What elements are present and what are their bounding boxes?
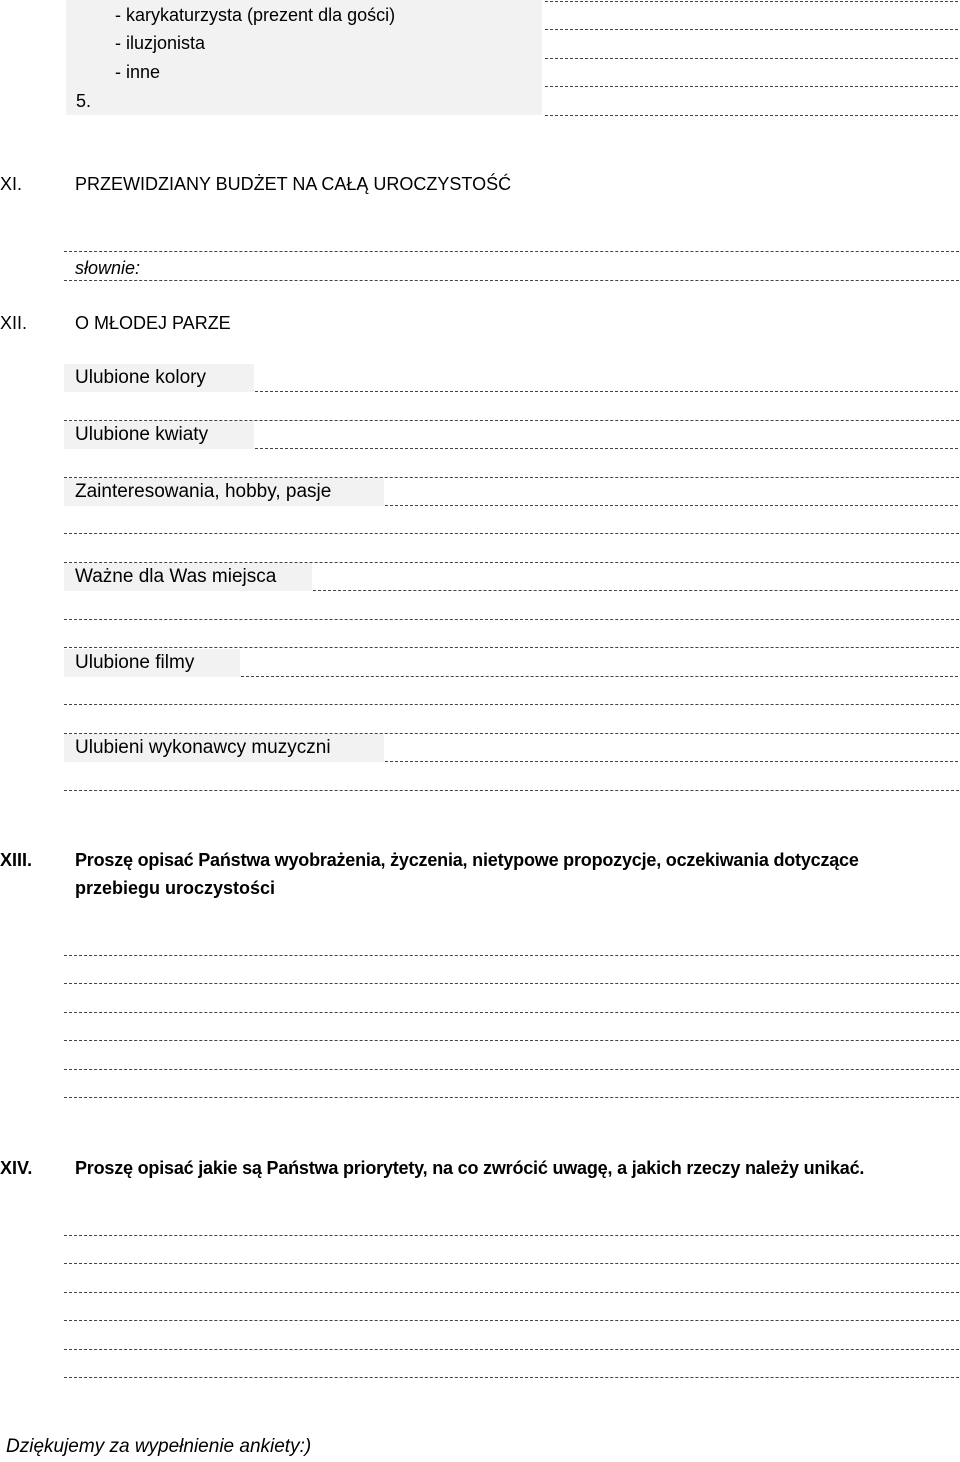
fill-line[interactable] [385,761,958,762]
field-label-hobbies: Zainteresowania, hobby, pasje [75,481,332,502]
list-item: - karykaturzysta (prezent dla gości) [115,5,396,25]
fill-line[interactable] [313,590,958,591]
field-label-colors: Ulubione kolory [75,367,206,388]
fill-line[interactable] [545,115,958,116]
fill-line[interactable] [64,533,959,534]
fill-line[interactable] [255,448,958,449]
words-label: słownie: [75,258,141,278]
fill-line[interactable] [64,619,959,620]
list-item: - iluzjonista [115,33,206,53]
fill-line[interactable] [64,251,959,252]
fill-line[interactable] [545,86,958,87]
section-question: Proszę opisać jakie są Państwa priorytety, na co zwrócić uwagę, a jakich rzeczy należy unikać. [75,1158,865,1178]
fill-line[interactable] [64,1320,959,1321]
fill-line[interactable] [64,790,959,791]
section-question-cont: przebiegu uroczystości [75,878,276,898]
field-label-places: Ważne dla Was miejsca [75,566,277,587]
fill-line[interactable] [64,1292,959,1293]
fill-line[interactable] [64,1235,959,1236]
fill-line[interactable] [64,1377,959,1378]
field-label-flowers: Ulubione kwiaty [75,424,209,445]
section-numeral: XI. [0,174,23,194]
section-title: O MŁODEJ PARZE [75,313,231,333]
fill-line[interactable] [64,1069,959,1070]
section-numeral: XIII. [0,850,33,870]
fill-line[interactable] [545,1,958,2]
fill-line[interactable] [64,1012,959,1013]
fill-line[interactable] [64,983,959,984]
fill-line[interactable] [385,505,958,506]
fill-line[interactable] [64,704,959,705]
fill-line[interactable] [64,647,959,648]
section-numeral: XII. [0,313,28,333]
fill-line[interactable] [64,1040,959,1041]
fill-line[interactable] [64,280,959,281]
fill-line[interactable] [64,1349,959,1350]
section-numeral: XIV. [0,1158,33,1178]
section-title: PRZEWIDZIANY BUDŻET NA CAŁĄ UROCZYSTOŚĆ [75,174,512,194]
fill-line[interactable] [545,29,958,30]
fill-line[interactable] [255,391,958,392]
fill-line[interactable] [64,955,959,956]
list-number: 5. [76,91,92,111]
list-item: - inne [115,62,161,82]
field-label-films: Ulubione filmy [75,652,195,673]
thank-you-note: Dziękujemy za wypełnienie ankiety:) [6,1436,312,1457]
field-label-musicians: Ulubieni wykonawcy muzyczni [75,737,331,758]
fill-line[interactable] [64,1097,959,1098]
fill-line[interactable] [241,676,958,677]
section-question: Proszę opisać Państwa wyobrażenia, życzenia, nietypowe propozycje, oczekiwania dotyczące [75,850,859,870]
fill-line[interactable] [545,58,958,59]
fill-line[interactable] [64,1263,959,1264]
